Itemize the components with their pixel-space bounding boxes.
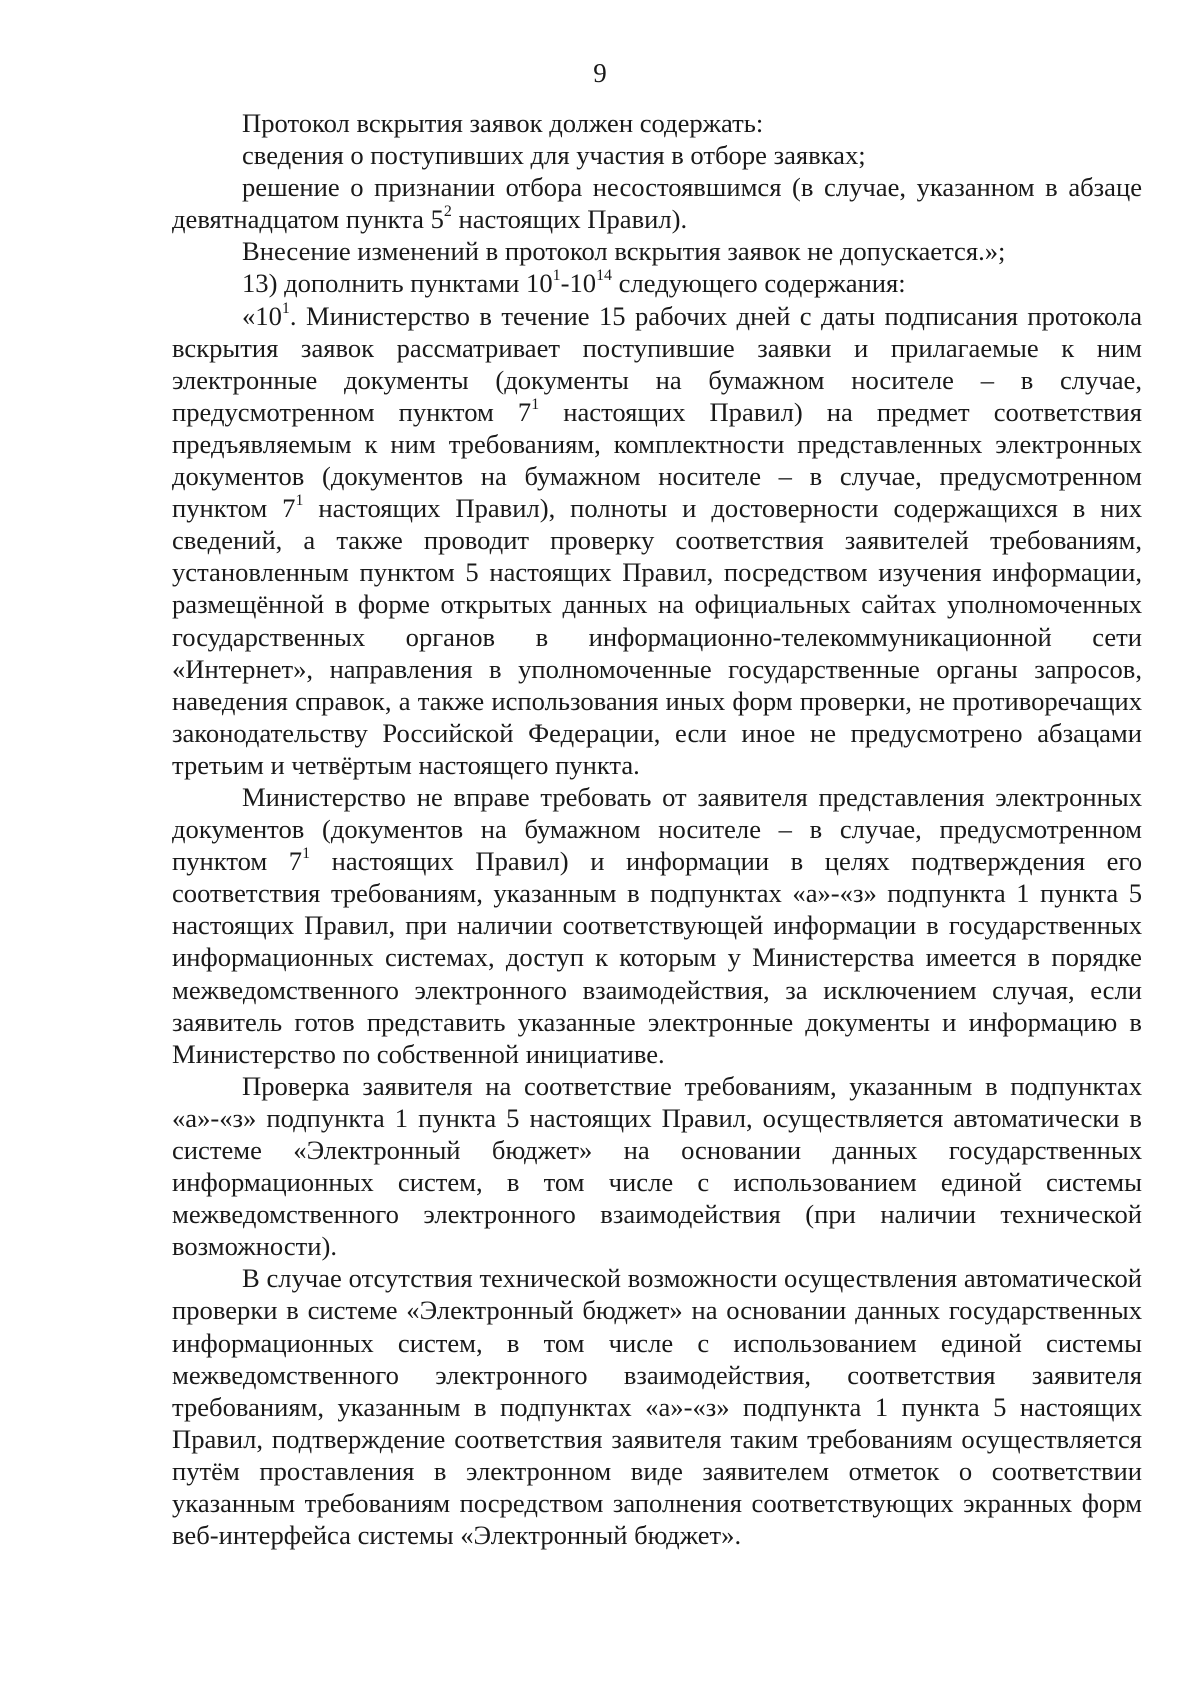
text-run: настоящих Правил). (451, 204, 688, 235)
superscript: 14 (596, 267, 613, 285)
text-run: . Министерство в течение 15 рабочих дней с даты подписания протокола вскрытия заявок рассматривает поступившие заявки и прилагаемые к ним электронные документы (документы на бумажном носителе – в случае, предусмотренном пунктом 7 (172, 300, 1142, 427)
text-run: следующего содержания: (612, 268, 906, 299)
text-run: решение о признании отбора несостоявшимся (в случае, указанном в абзаце девятнадцатом пункта 5 (172, 172, 1142, 235)
page-number: 9 (593, 58, 607, 88)
text-run: настоящих Правил) на предмет соответствия предъявляемым к ним требованиям, комплектности представленных электронных документов (документов на бумажном носителе – в случае, предусмотренном пунктом 7 (172, 396, 1142, 524)
paragraph-item-13 (172, 267, 1142, 299)
text-run: Министерство не вправе требовать от заявителя представления электронных документов (документов на бумажном носителе – в случае, предусмотренном пунктом 7 (172, 781, 1142, 877)
superscript: 1 (531, 395, 540, 413)
text-run: «10 (242, 300, 282, 331)
paragraph-point-10-1 (172, 300, 1142, 781)
document-body (172, 107, 1142, 1551)
superscript: 1 (295, 492, 304, 510)
paragraph-no-amendments: Внесение изменений в протокол вскрытия заявок не допускается.»; (242, 236, 1006, 267)
superscript: 1 (302, 845, 311, 863)
text-run: 13) дополнить пунктами 10 (242, 268, 553, 299)
paragraph-ministry-may-not-require (172, 781, 1142, 1070)
paragraph-protocol-contents: Протокол вскрытия заявок должен содержать: (242, 108, 764, 138)
text-run: настоящих Правил), полноты и достоверности содержащихся в них сведений, а также проводит проверку соответствия заявителей требованиям, установленным пунктом 5 настоящих Правил, посредством изучения информации, размещённой в форме открытых данных на официальных сайтах уполномоченных государственных органов в информационно-телекоммуникационной сети «Интернет», направления в уполномоченные государственные органы запросов, наведения справок, а также использования иных форм проверки, не противоречащих законодательству Российской Федерации, если иное не предусмотрено абзацами третьим и четвёртым настоящего пункта. (172, 493, 1142, 780)
text-run: -10 (560, 268, 597, 299)
paragraph-automatic-check: Проверка заявителя на соответствие требованиям, указанным в подпунктах «а»-«з» подпункта 1 пункта 5 настоящих Правил, осуществляется автоматически в системе «Электронный бюджет» на основании данных государственных информационных систем, в том числе с использованием единой системы межведомственного электронного взаимодействия (при наличии технической возможности). (172, 1070, 1142, 1262)
superscript: 2 (443, 203, 452, 221)
text-run: настоящих Правил) и информации в целях подтверждения его соответствия требованиям, указанным в подпунктах «а»-«з» подпункта 1 пункта 5 настоящих Правил, при наличии соответствующей информации в государственных информационных системах, доступ к которым у Министерства имеется в порядке межведомственного электронного взаимодействия, за исключением случая, если заявитель готов представить указанные электронные документы и информацию в Министерство по собственной инициативе. (172, 846, 1142, 1069)
paragraph-selection-failed-decision (172, 171, 1142, 235)
paragraph-manual-confirmation: В случае отсутствия технической возможности осуществления автоматической проверки в системе «Электронный бюджет» на основании данных государственных информационных систем, в том числе с использованием единой системы межведомственного электронного взаимодействия, соответствия заявителя требованиям, указанным в подпунктах «а»-«з» подпункта 1 пункта 5 настоящих Правил, подтверждение соответствия заявителя таким требованиям осуществляется путём проставления в электронном виде заявителем отметок о соответствии указанным требованиям посредством заполнения соответствующих экранных форм веб-интерфейса системы «Электронный бюджет». (172, 1263, 1142, 1551)
superscript: 1 (552, 267, 561, 285)
superscript: 1 (281, 299, 290, 317)
paragraph-applications-info: сведения о поступивших для участия в отборе заявках; (242, 140, 866, 171)
